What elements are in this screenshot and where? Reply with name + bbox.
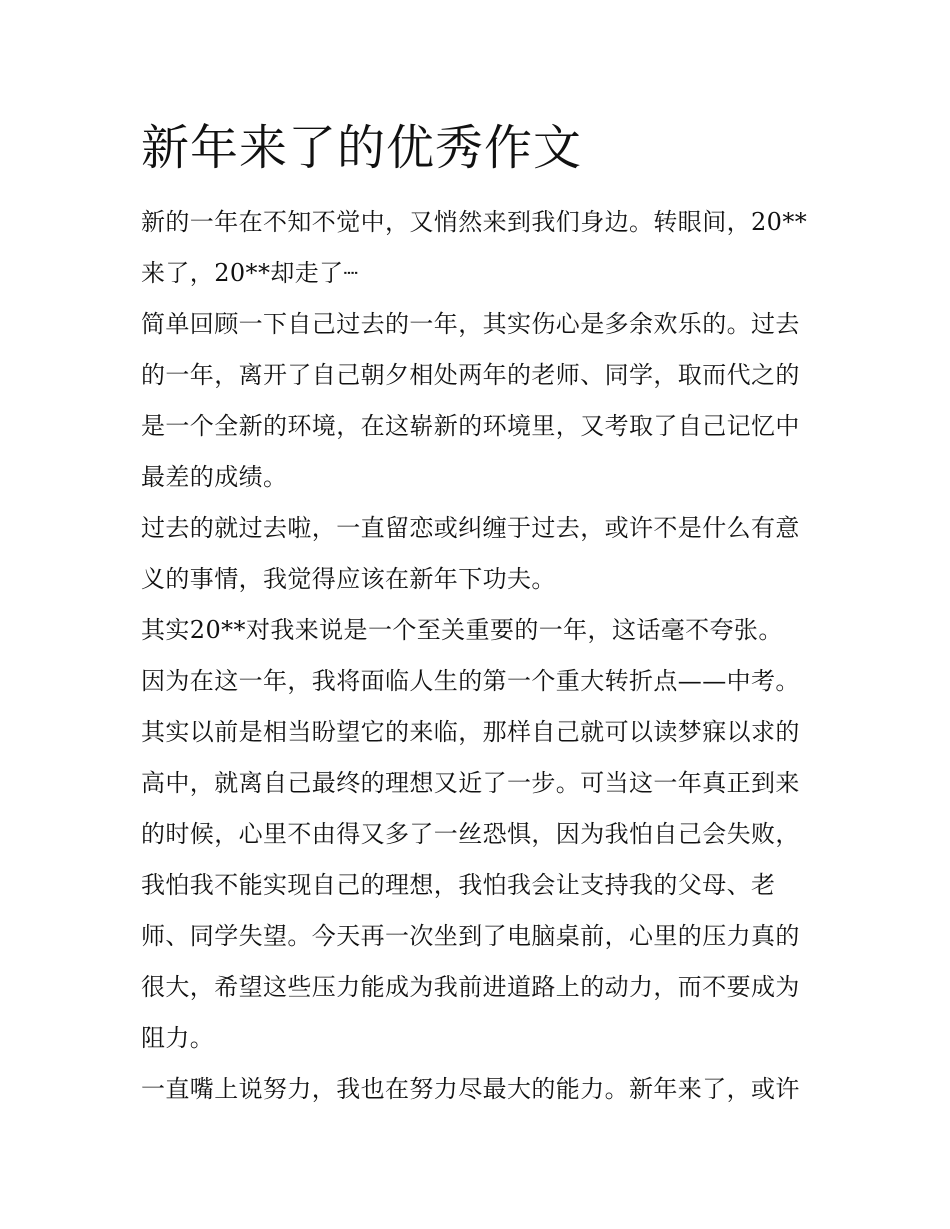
- text-line: 新的一年在不知不觉中，又悄然来到我们身边。转眼间，20**: [141, 208, 808, 236]
- text-line: 的一年，离开了自己朝夕相处两年的老师、同学，取而代之的: [141, 361, 800, 389]
- text-line: 其实20**对我来说是一个至关重要的一年，这话毫不夸张。: [141, 616, 783, 644]
- text-line: 最差的成绩。: [141, 463, 288, 491]
- text-line: 高中，就离自己最终的理想又近了一步。可当这一年真正到来: [141, 769, 800, 797]
- document-title: 新年来了的优秀作文: [141, 120, 583, 176]
- text-line: 因为在这一年，我将面临人生的第一个重大转折点——中考。: [141, 667, 800, 695]
- text-line: 过去的就过去啦，一直留恋或纠缠于过去，或许不是什么有意: [141, 514, 800, 542]
- text-line: 来了，20**却走了┈: [141, 259, 359, 287]
- text-line: 简单回顾一下自己过去的一年，其实伤心是多余欢乐的。过去: [141, 310, 800, 338]
- text-line: 师、同学失望。今天再一次坐到了电脑桌前，心里的压力真的: [141, 922, 800, 950]
- text-line: 很大，希望这些压力能成为我前进道路上的动力，而不要成为: [141, 973, 800, 1001]
- text-line: 义的事情，我觉得应该在新年下功夫。: [141, 565, 556, 593]
- text-line: 我怕我不能实现自己的理想，我怕我会让支持我的父母、老: [141, 871, 776, 899]
- text-line: 是一个全新的环境，在这崭新的环境里，又考取了自己记忆中: [141, 412, 800, 440]
- text-line: 一直嘴上说努力，我也在努力尽最大的能力。新年来了，或许: [141, 1075, 800, 1103]
- text-line: 阻力。: [141, 1024, 215, 1052]
- text-line: 其实以前是相当盼望它的来临，那样自己就可以读梦寐以求的: [141, 718, 800, 746]
- text-line: 的时候，心里不由得又多了一丝恐惧，因为我怕自己会失败，: [141, 820, 800, 848]
